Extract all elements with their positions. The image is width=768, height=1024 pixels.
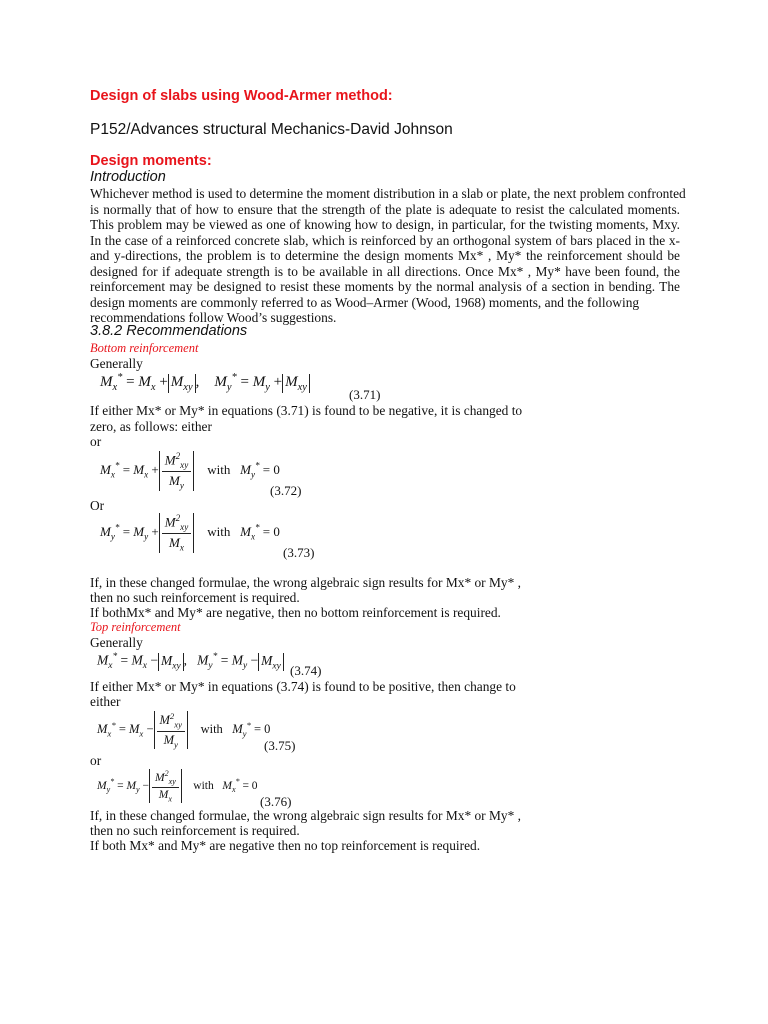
intro-line: design moments are commonly referred to as Wood–Armer (Wood, 1968) moments, and the following [90, 294, 640, 310]
reference-line: P152/Advances structural Mechanics-David Johnson [90, 121, 453, 138]
bottom-reinforcement-heading: Bottom reinforcement [90, 341, 199, 355]
section-heading: Design moments: [90, 153, 212, 169]
generally-label: Generally [90, 356, 143, 371]
text-line: If, in these changed formulae, the wrong algebraic sign results for Mx* or My* , [90, 575, 521, 590]
text-line: If either Mx* or My* in equations (3.71) is found to be negative, it is changed to [90, 403, 523, 418]
intro-line: and y-directions, the problem is to determine the design moments Mx* , My* the reinforcement should be [90, 248, 680, 263]
top-reinforcement-heading: Top reinforcement [90, 620, 181, 634]
intro-line: In the case of a reinforced concrete slab, which is reinforced by an orthogonal system of bars placed in the x- [90, 232, 680, 248]
intro-heading: Introduction [90, 169, 166, 185]
equation-number: (3.76) [260, 794, 292, 809]
text-line: then no such reinforcement is required. [90, 823, 300, 838]
document-title: Design of slabs using Wood-Armer method: [90, 88, 393, 104]
equation-3-73: $M_y^* = M_y$ + $\frac{M^2_{xy}}{M_x}$ with $M_x^* = 0$ [100, 513, 280, 553]
with-label: with [193, 779, 214, 792]
text-line: If both Mx* and My* are negative then no top reinforcement is required. [90, 838, 481, 853]
equation-number: (3.75) [264, 738, 296, 753]
equation-3-72: $M_x^* = M_x$ + $\frac{M^2_{xy}}{M_y}$ with $M_y^* = 0$ [100, 451, 280, 491]
equation-number: (3.73) [283, 545, 315, 560]
equation-number: (3.72) [270, 483, 302, 498]
intro-line: This problem may be viewed as one of knowing how to design, in particular, for the twisting moments, Mxy. [90, 217, 680, 232]
text-line: If, in these changed formulae, the wrong algebraic sign results for Mx* or My* , [90, 808, 521, 823]
equation-3-71: $M_x^* = M_x + M_{xy}$ , $M_y^* = M_y + M_{xy}$ [100, 372, 310, 393]
text-line: If either Mx* or My* in equations (3.74) is found to be positive, then change to [90, 679, 516, 694]
text-line: or [90, 753, 102, 768]
equation-3-76: $M_y^* = M_y$ − $\frac{M^2_{xy}}{M_x}$ with $M_x^* = 0$ [97, 769, 258, 804]
text-line: If bothMx* and My* are negative, then no bottom reinforcement is required. [90, 605, 501, 620]
with-label: with [207, 523, 231, 539]
text-line: either [90, 694, 121, 709]
intro-line: designed for if adequate strength is to be available in all directions. Once Mx* , My* have been found, the [90, 263, 680, 279]
text-line: or [90, 434, 102, 449]
intro-line: Whichever method is used to determine the moment distribution in a slab or plate, the next problem confronted [90, 186, 686, 201]
intro-paragraph [90, 186, 686, 326]
equation-3-75: $M_x^* = M_x$ − $\frac{M^2_{xy}}{M_y}$ with $M_y^* = 0$ [97, 711, 271, 750]
with-label: with [200, 721, 223, 736]
equation-3-74: $M_x^* = M_x - M_{xy}$ , $M_y^* = M_y - M_{xy}$ [97, 652, 284, 671]
text-line: Or [90, 498, 105, 513]
intro-line: recommendations follow Wood’s suggestions. [90, 310, 337, 325]
equation-number: (3.71) [349, 387, 381, 402]
intro-line: is normally that of how to ensure that the strength of the plate is adequate to resist the calculated moments. [90, 201, 680, 217]
generally-label: Generally [90, 635, 143, 650]
text-line: then no such reinforcement is required. [90, 590, 300, 605]
intro-line: reinforcement may be designed to resist these moments by the normal analysis of a section in bending. The [90, 279, 680, 294]
with-label: with [207, 461, 231, 477]
equation-number: (3.74) [290, 663, 322, 678]
text-line: zero, as follows: either [90, 419, 212, 434]
recommendations-heading: 3.8.2 Recommendations [90, 323, 248, 339]
